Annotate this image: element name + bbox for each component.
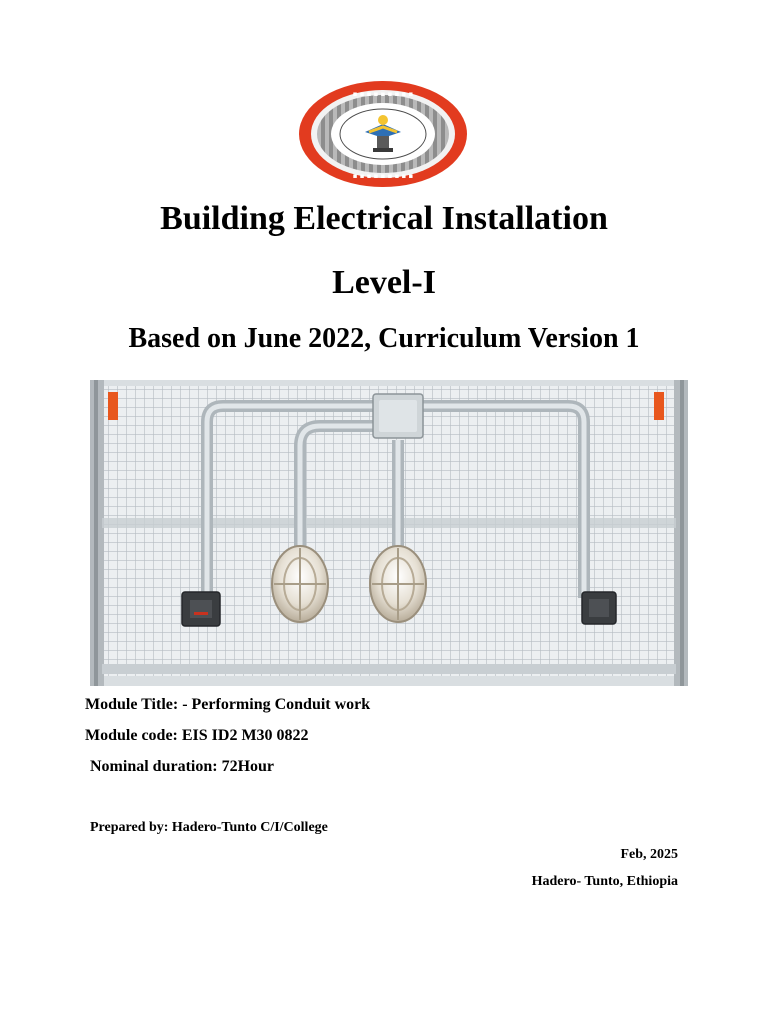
svg-text:▪ ▪ ▪ ▪ ▪ ▪ ▪ ▪ ▪: ▪ ▪ ▪ ▪ ▪ ▪ ▪ ▪ ▪ (352, 172, 414, 180)
level-heading: Level-I (332, 264, 436, 301)
nominal-duration: Nominal duration: 72Hour (90, 758, 275, 775)
document-title: Building Electrical Installation (160, 200, 608, 237)
prepared-by: Prepared by: Hadero-Tunto C/I/College (90, 820, 328, 835)
document-date: Feb, 2025 (620, 847, 678, 862)
college-seal-logo-icon (297, 80, 469, 188)
module-code: Module code: EIS ID2 M30 0822 (85, 727, 309, 744)
curriculum-subtitle: Based on June 2022, Curriculum Version 1 (128, 323, 640, 354)
svg-text:▪ ▪ ▪ ▪ ▪ ▪ ▪ ▪ ▪: ▪ ▪ ▪ ▪ ▪ ▪ ▪ ▪ ▪ (352, 90, 414, 98)
document-location: Hadero- Tunto, Ethiopia (531, 874, 678, 889)
conduit-training-panel-photo-icon (90, 380, 688, 686)
module-title: Module Title: - Performing Conduit work (85, 696, 371, 713)
